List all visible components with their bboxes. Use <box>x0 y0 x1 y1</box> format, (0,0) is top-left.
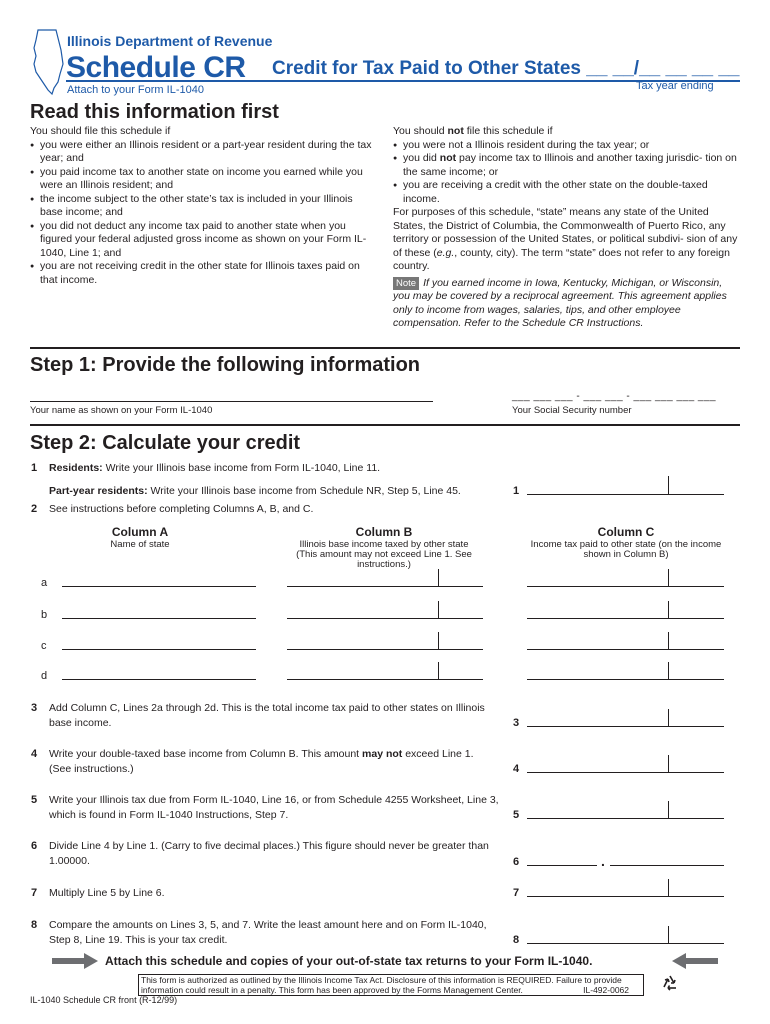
cents-divider <box>438 662 439 680</box>
line-label: 4 <box>513 763 520 775</box>
line4-input[interactable] <box>527 772 724 773</box>
row-b-state-input[interactable] <box>62 618 256 619</box>
row-c-income-input[interactable] <box>287 649 483 650</box>
name-label: Your name as shown on your Form IL-1040 <box>30 405 213 416</box>
attach-instruction: Attach to your Form IL-1040 <box>67 84 204 96</box>
row-b-tax-input[interactable] <box>527 618 724 619</box>
row-label: a <box>41 577 48 589</box>
row-label: b <box>41 609 48 621</box>
line-label: 3 <box>513 717 520 729</box>
line7-input[interactable] <box>527 896 724 897</box>
row-a-income-input[interactable] <box>287 586 483 587</box>
form-id: IL-1040 Schedule CR front (R-12/99) <box>30 995 178 1005</box>
should-file-label: You should file this schedule if <box>30 125 171 137</box>
illinois-state-outline-icon <box>30 28 66 98</box>
name-field[interactable] <box>30 401 433 402</box>
line3-text: Add Column C, Lines 2a through 2d. This is the total income tax paid to other states on Illinois base income. <box>49 702 485 729</box>
should-file-block <box>30 125 375 287</box>
step1-heading: Step 1: Provide the following information <box>30 354 421 376</box>
line3-input[interactable] <box>527 726 724 727</box>
columnA-subtitle: Name of state <box>110 539 170 550</box>
cents-divider <box>438 569 439 587</box>
list-item: ● you are receiving a credit with the other state on the double-taxed income. <box>393 179 738 206</box>
line-label: 7 <box>513 887 520 899</box>
list-item: ● you are not receiving credit in the other state for Illinois taxes paid on that income. <box>30 260 375 287</box>
reciprocal-note: Note If you earned income in Iowa, Kentucky, Michigan, or Wisconsin, you may be covered by a reciprocal agreement. This agreement applies only to income from wages, salaries, tips, and other employee compensation. Refer to the Schedule CR Instructions. <box>393 276 727 329</box>
list-item: ● the income subject to the other state’s tax is included in your Illinois base income; and <box>30 193 375 220</box>
authority-text: This form is authorized as outlined by the Illinois Income Tax Act. Disclosure of this information is REQUIRED. Failure to provide information could result in a penalty. This form has been approved by the Forms Management Center. <box>141 975 622 995</box>
agency-name: Illinois Department of Revenue <box>67 33 273 49</box>
cents-divider <box>668 926 669 944</box>
list-item: ● you did not pay income tax to Illinois and another taxing jurisdic- tion on the same income; or <box>393 152 738 179</box>
columnB-subtitle: Illinois base income taxed by other state (This amount may not exceed Line 1. See instructions.) <box>296 539 472 570</box>
line2-text: See instructions before completing Columns A, B, and C. <box>49 503 314 515</box>
line7-text: Multiply Line 5 by Line 6. <box>49 887 165 899</box>
should-file-list <box>30 139 375 288</box>
left-arrow-icon <box>672 953 718 969</box>
not-file-list <box>393 139 738 207</box>
line-number: 7 <box>31 887 38 899</box>
row-c-state-input[interactable] <box>62 649 256 650</box>
cents-divider <box>668 476 669 494</box>
line-number: 8 <box>31 919 38 931</box>
cents-divider <box>668 662 669 680</box>
line8-input[interactable] <box>527 943 724 944</box>
line4-text: Write your double-taxed base income from Column B. This amount may not exceed Line 1. (See instructions.) <box>49 748 474 775</box>
line1-input[interactable] <box>527 494 724 495</box>
note-badge: Note <box>393 277 419 291</box>
ssn-label: Your Social Security number <box>512 405 632 416</box>
cents-divider <box>668 709 669 727</box>
cents-divider <box>438 601 439 619</box>
line1-residents: Residents: Write your Illinois base income from Form IL-1040, Line 11. <box>49 462 381 474</box>
columnC-title: Column C <box>597 525 655 539</box>
list-item: ● you paid income tax to another state on income you earned while you were an Illinois resident; and <box>30 166 375 193</box>
row-a-state-input[interactable] <box>62 586 256 587</box>
recycle-icon <box>660 974 680 994</box>
line-number: 3 <box>31 702 38 714</box>
divider <box>30 424 740 426</box>
form-subtitle: Credit for Tax Paid to Other States __ __/__ __ __ __ <box>272 58 740 79</box>
cents-divider <box>668 755 669 773</box>
step2-heading: Step 2: Calculate your credit <box>30 432 301 454</box>
line6-decimal-input[interactable] <box>610 865 724 866</box>
cents-divider <box>668 601 669 619</box>
cents-divider <box>668 569 669 587</box>
line-number: 4 <box>31 748 38 760</box>
line5-text: Write your Illinois tax due from Form IL-1040, Line 16, or from Schedule 4255 Worksheet, Line 3, which is found in Form IL-1040 Instructions, Step 7. <box>49 794 499 821</box>
line-number: 1 <box>31 462 38 474</box>
list-item: ● you were not a Illinois resident during the tax year; or <box>393 139 738 153</box>
form-code: IL-492-0062 <box>583 985 629 995</box>
intro-heading: Read this information first <box>30 101 279 123</box>
tax-year-blank[interactable]: __ __/__ __ __ __ <box>586 58 740 79</box>
line-label: 8 <box>513 934 520 946</box>
row-d-tax-input[interactable] <box>527 679 724 680</box>
ssn-field[interactable]: ___ ___ ___ - ___ ___ - ___ ___ ___ ___ <box>512 391 717 402</box>
line1-part-year: Part-year residents: Write your Illinois base income from Schedule NR, Step 5, Line 45. <box>49 485 461 497</box>
form-title: Schedule CR <box>66 51 246 84</box>
decimal-point: . <box>601 853 605 869</box>
tax-year-label: Tax year ending <box>636 80 714 92</box>
row-b-income-input[interactable] <box>287 618 483 619</box>
line-number: 2 <box>31 503 38 515</box>
columnA-title: Column A <box>111 525 169 539</box>
cents-divider <box>668 801 669 819</box>
right-arrow-icon <box>52 953 98 969</box>
authority-box <box>138 974 644 996</box>
not-file-label: You should not file this schedule if <box>393 125 553 137</box>
line-number: 6 <box>31 840 38 852</box>
row-label: d <box>41 670 48 682</box>
line6-whole-input[interactable] <box>527 865 597 866</box>
line5-input[interactable] <box>527 818 724 819</box>
row-c-tax-input[interactable] <box>527 649 724 650</box>
line-number: 5 <box>31 794 38 806</box>
list-item: ● you were either an Illinois resident or a part-year resident during the tax year; and <box>30 139 375 166</box>
columnB-title: Column B <box>355 525 413 539</box>
state-definition: For purposes of this schedule, “state” means any state of the United States, the District of Columbia, the Commonwealth of Puerto Rico, any territory or possession of the United States, or political subdivi- sion of any of these (e.g., county, city). The term “state” does not refer to any foreign country. <box>393 206 738 272</box>
not-file-block <box>393 125 738 331</box>
line-label: 5 <box>513 809 520 821</box>
list-item: ● you did not deduct any income tax paid to another state when you figured your federal adjusted gross income as shown on your Form IL-1040, Line 1; and <box>30 220 375 261</box>
cents-divider <box>668 632 669 650</box>
line-label: 1 <box>513 485 520 497</box>
row-d-income-input[interactable] <box>287 679 483 680</box>
cents-divider <box>668 879 669 897</box>
line8-text: Compare the amounts on Lines 3, 5, and 7. Write the least amount here and on Form IL-1040, Step 8, Line 19. This is your tax credit. <box>49 919 487 946</box>
row-label: c <box>41 640 47 652</box>
row-a-tax-input[interactable] <box>527 586 724 587</box>
row-d-state-input[interactable] <box>62 679 256 680</box>
attach-banner: Attach this schedule and copies of your out-of-state tax returns to your Form IL-1040. <box>105 954 593 968</box>
columnC-subtitle: Income tax paid to other state (on the income shown in Column B) <box>530 539 722 560</box>
cents-divider <box>438 632 439 650</box>
line-label: 6 <box>513 856 520 868</box>
divider <box>30 347 740 349</box>
line6-text: Divide Line 4 by Line 1. (Carry to five decimal places.) This figure should never be greater than 1.00000. <box>49 840 489 867</box>
